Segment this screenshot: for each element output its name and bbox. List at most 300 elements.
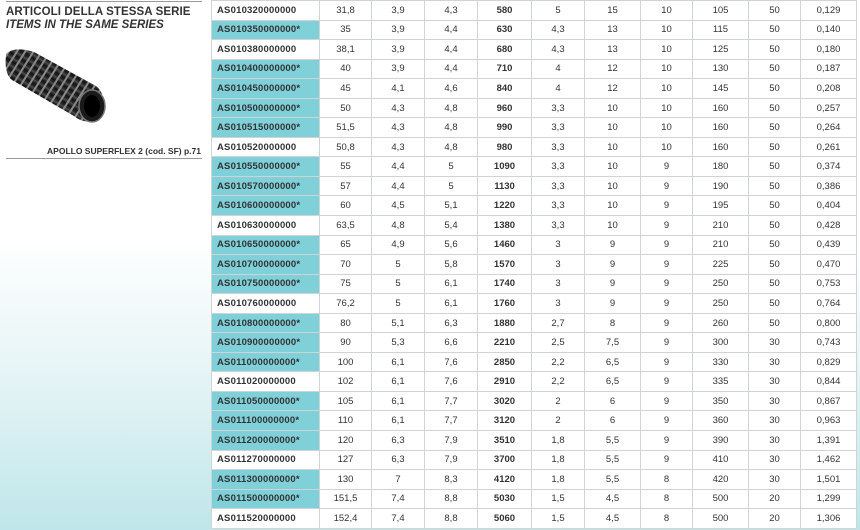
table-cell: 300 [693, 333, 749, 353]
table-cell: 9 [585, 294, 641, 314]
table-cell: 3510 [478, 431, 532, 451]
table-cell: 12 [585, 59, 641, 79]
table-cell: 3,3 [532, 176, 585, 196]
table-cell: 190 [693, 176, 749, 196]
table-cell: 4 [532, 79, 585, 99]
article-code: AS010520000000 [212, 137, 320, 157]
table-cell: 5,1 [372, 313, 425, 333]
article-code: AS010630000000 [212, 216, 320, 236]
article-code: AS010400000000* [212, 59, 320, 79]
table-cell: 1,5 [532, 489, 585, 509]
table-cell: 50 [749, 157, 801, 177]
related-item-caption: APOLLO SUPERFLEX 2 (cod. SF) p.71 [47, 146, 201, 156]
table-cell: 580 [478, 1, 532, 21]
table-cell: 250 [693, 294, 749, 314]
table-cell: 4,4 [372, 157, 425, 177]
table-cell: 10 [585, 196, 641, 216]
table-cell: 6,3 [372, 431, 425, 451]
table-row [212, 470, 857, 490]
table-cell: 7 [372, 470, 425, 490]
table-cell: 6,6 [425, 333, 478, 353]
table-cell: 38,1 [320, 40, 372, 60]
table-cell: 105 [693, 1, 749, 21]
table-cell: 50 [749, 255, 801, 275]
table-cell: 8 [641, 489, 693, 509]
table-cell: 50 [749, 313, 801, 333]
article-code: AS010515000000* [212, 118, 320, 138]
table-cell: 6,1 [425, 294, 478, 314]
table-cell: 10 [641, 1, 693, 21]
table-cell: 4,3 [532, 20, 585, 40]
table-row [212, 255, 857, 275]
table-cell: 35 [320, 20, 372, 40]
table-cell: 3,3 [532, 118, 585, 138]
table-cell: 3,9 [372, 20, 425, 40]
table-cell: 4,4 [372, 176, 425, 196]
table-cell: 0,257 [801, 98, 857, 118]
table-cell: 30 [749, 450, 801, 470]
table-cell: 50 [749, 235, 801, 255]
table-cell: 4,3 [532, 40, 585, 60]
table-cell: 4,3 [425, 1, 478, 21]
table-cell: 1740 [478, 274, 532, 294]
table-cell: 9 [641, 176, 693, 196]
table-cell: 5,3 [372, 333, 425, 353]
table-row [212, 176, 857, 196]
article-code: AS011270000000 [212, 450, 320, 470]
table-cell: 4,3 [372, 98, 425, 118]
article-code: AS010760000000 [212, 294, 320, 314]
table-cell: 4,5 [585, 509, 641, 529]
table-cell: 100 [320, 352, 372, 372]
table-cell: 9 [641, 333, 693, 353]
divider-bottom [6, 158, 202, 159]
table-cell: 3,3 [532, 137, 585, 157]
table-row [212, 352, 857, 372]
table-cell: 51,5 [320, 118, 372, 138]
table-cell: 4,4 [425, 59, 478, 79]
table-cell: 8,8 [425, 489, 478, 509]
table-cell: 710 [478, 59, 532, 79]
table-cell: 6,1 [372, 352, 425, 372]
table-cell: 0,187 [801, 59, 857, 79]
table-cell: 9 [641, 196, 693, 216]
table-cell: 7,5 [585, 333, 641, 353]
table-cell: 4120 [478, 470, 532, 490]
article-code: AS011500000000* [212, 489, 320, 509]
table-cell: 8 [585, 313, 641, 333]
table-cell: 9 [641, 255, 693, 275]
table-cell: 5030 [478, 489, 532, 509]
table-cell: 6,3 [372, 450, 425, 470]
table-cell: 5060 [478, 509, 532, 529]
table-cell: 960 [478, 98, 532, 118]
table-cell: 15 [585, 1, 641, 21]
table-cell: 7,9 [425, 431, 478, 451]
article-code: AS010350000000* [212, 20, 320, 40]
table-cell: 130 [320, 470, 372, 490]
table-cell: 1,299 [801, 489, 857, 509]
table-cell: 50 [749, 137, 801, 157]
table-cell: 60 [320, 196, 372, 216]
table-cell: 9 [641, 391, 693, 411]
table-cell: 1,306 [801, 509, 857, 529]
table-cell: 7,6 [425, 372, 478, 392]
table-cell: 5 [532, 1, 585, 21]
table-cell: 50 [749, 40, 801, 60]
article-code: AS010550000000* [212, 157, 320, 177]
table-cell: 1090 [478, 157, 532, 177]
table-cell: 115 [693, 20, 749, 40]
table-cell: 50 [749, 79, 801, 99]
table-cell: 2 [532, 391, 585, 411]
table-cell: 50 [749, 118, 801, 138]
article-code: AS011520000000 [212, 509, 320, 529]
table-row [212, 40, 857, 60]
table-cell: 330 [693, 352, 749, 372]
table-cell: 30 [749, 391, 801, 411]
table-cell: 4,8 [372, 216, 425, 236]
table-cell: 5,6 [425, 235, 478, 255]
table-cell: 75 [320, 274, 372, 294]
article-code: AS011200000000* [212, 431, 320, 451]
table-cell: 10 [641, 40, 693, 60]
table-cell: 3700 [478, 450, 532, 470]
related-items-heading: ARTICOLI DELLA STESSA SERIE [6, 6, 191, 18]
table-cell: 5,5 [585, 450, 641, 470]
table-cell: 50 [749, 20, 801, 40]
table-cell: 210 [693, 216, 749, 236]
table-cell: 4,4 [425, 40, 478, 60]
table-row [212, 235, 857, 255]
table-row [212, 157, 857, 177]
table-cell: 8,3 [425, 470, 478, 490]
table-cell: 5,5 [585, 470, 641, 490]
table-cell: 0,439 [801, 235, 857, 255]
table-cell: 1,391 [801, 431, 857, 451]
table-cell: 50 [749, 59, 801, 79]
table-cell: 55 [320, 157, 372, 177]
table-row [212, 20, 857, 40]
table-cell: 5,1 [425, 196, 478, 216]
table-cell: 0,129 [801, 1, 857, 21]
table-cell: 4,9 [372, 235, 425, 255]
table-cell: 500 [693, 489, 749, 509]
table-cell: 50 [749, 196, 801, 216]
table-cell: 10 [585, 216, 641, 236]
table-cell: 160 [693, 98, 749, 118]
article-code: AS011000000000* [212, 352, 320, 372]
table-cell: 1,8 [532, 450, 585, 470]
table-row [212, 411, 857, 431]
table-cell: 0,404 [801, 196, 857, 216]
table-cell: 2,2 [532, 372, 585, 392]
table-cell: 50 [749, 98, 801, 118]
table-cell: 10 [585, 98, 641, 118]
table-cell: 3,3 [532, 216, 585, 236]
table-cell: 225 [693, 255, 749, 275]
table-cell: 260 [693, 313, 749, 333]
article-code: AS010380000000 [212, 40, 320, 60]
table-row [212, 313, 857, 333]
table-cell: 3,9 [372, 40, 425, 60]
table-cell: 9 [585, 235, 641, 255]
table-cell: 10 [641, 137, 693, 157]
table-cell: 6,1 [372, 372, 425, 392]
table-cell: 390 [693, 431, 749, 451]
table-cell: 6 [585, 411, 641, 431]
article-code: AS011020000000 [212, 372, 320, 392]
table-cell: 5,8 [425, 255, 478, 275]
table-cell: 30 [749, 431, 801, 451]
table-cell: 180 [693, 157, 749, 177]
table-cell: 10 [641, 59, 693, 79]
table-row [212, 372, 857, 392]
table-cell: 9 [641, 157, 693, 177]
table-cell: 57 [320, 176, 372, 196]
table-cell: 0,180 [801, 40, 857, 60]
table-cell: 5,5 [585, 431, 641, 451]
table-cell: 420 [693, 470, 749, 490]
article-code: AS010600000000* [212, 196, 320, 216]
table-cell: 680 [478, 40, 532, 60]
table-row [212, 294, 857, 314]
table-cell: 5 [372, 274, 425, 294]
table-cell: 151,5 [320, 489, 372, 509]
table-cell: 50 [320, 98, 372, 118]
table-row [212, 196, 857, 216]
table-cell: 250 [693, 274, 749, 294]
table-row [212, 274, 857, 294]
table-cell: 4,5 [372, 196, 425, 216]
table-cell: 7,7 [425, 391, 478, 411]
table-cell: 210 [693, 235, 749, 255]
table-cell: 9 [641, 216, 693, 236]
table-cell: 127 [320, 450, 372, 470]
table-cell: 2 [532, 411, 585, 431]
table-cell: 70 [320, 255, 372, 275]
table-cell: 1380 [478, 216, 532, 236]
table-cell: 3020 [478, 391, 532, 411]
table-cell: 6,1 [372, 411, 425, 431]
black-corrugated-hose-image [4, 44, 108, 124]
table-cell: 13 [585, 40, 641, 60]
table-cell: 1,5 [532, 509, 585, 529]
table-cell: 152,4 [320, 509, 372, 529]
related-items-subheading: ITEMS IN THE SAME SERIES [6, 19, 164, 31]
table-cell: 2910 [478, 372, 532, 392]
article-code: AS010320000000 [212, 1, 320, 21]
table-cell: 9 [641, 313, 693, 333]
table-cell: 2,5 [532, 333, 585, 353]
table-cell: 20 [749, 509, 801, 529]
table-cell: 4,6 [425, 79, 478, 99]
table-cell: 7,4 [372, 509, 425, 529]
article-code: AS011050000000* [212, 391, 320, 411]
table-cell: 9 [641, 274, 693, 294]
table-cell: 6,3 [425, 313, 478, 333]
table-row [212, 98, 857, 118]
table-cell: 3,3 [532, 196, 585, 216]
table-cell: 0,743 [801, 333, 857, 353]
table-cell: 160 [693, 137, 749, 157]
table-row [212, 216, 857, 236]
related-items-panel [0, 0, 205, 530]
table-cell: 7,4 [372, 489, 425, 509]
table-cell: 9 [641, 411, 693, 431]
article-code: AS010700000000* [212, 255, 320, 275]
table-cell: 980 [478, 137, 532, 157]
table-cell: 360 [693, 411, 749, 431]
table-row [212, 118, 857, 138]
table-cell: 0,386 [801, 176, 857, 196]
table-row [212, 489, 857, 509]
table-cell: 0,264 [801, 118, 857, 138]
table-cell: 3120 [478, 411, 532, 431]
table-cell: 9 [585, 255, 641, 275]
article-code: AS010800000000* [212, 313, 320, 333]
table-cell: 1460 [478, 235, 532, 255]
table-cell: 990 [478, 118, 532, 138]
table-cell: 4,1 [372, 79, 425, 99]
table-cell: 410 [693, 450, 749, 470]
table-cell: 7,7 [425, 411, 478, 431]
table-cell: 6 [585, 391, 641, 411]
table-cell: 8 [641, 509, 693, 529]
table-cell: 50 [749, 274, 801, 294]
table-cell: 31,8 [320, 1, 372, 21]
table-cell: 1,8 [532, 470, 585, 490]
table-cell: 10 [585, 137, 641, 157]
table-cell: 1130 [478, 176, 532, 196]
table-cell: 102 [320, 372, 372, 392]
table-cell: 9 [641, 450, 693, 470]
article-code: AS010500000000* [212, 98, 320, 118]
table-row [212, 450, 857, 470]
table-cell: 3 [532, 294, 585, 314]
table-cell: 1880 [478, 313, 532, 333]
table-cell: 9 [585, 274, 641, 294]
table-cell: 0,428 [801, 216, 857, 236]
table-cell: 4,5 [585, 489, 641, 509]
table-cell: 10 [641, 79, 693, 99]
table-cell: 3,9 [372, 1, 425, 21]
table-cell: 2850 [478, 352, 532, 372]
table-cell: 50,8 [320, 137, 372, 157]
table-cell: 8,8 [425, 509, 478, 529]
table-cell: 0,753 [801, 274, 857, 294]
table-cell: 0,208 [801, 79, 857, 99]
table-cell: 76,2 [320, 294, 372, 314]
table-cell: 0,963 [801, 411, 857, 431]
table-cell: 50 [749, 176, 801, 196]
table-cell: 145 [693, 79, 749, 99]
table-cell: 10 [585, 176, 641, 196]
table-cell: 1,501 [801, 470, 857, 490]
table-row [212, 333, 857, 353]
table-cell: 0,140 [801, 20, 857, 40]
table-cell: 10 [585, 157, 641, 177]
table-cell: 120 [320, 431, 372, 451]
table-cell: 13 [585, 20, 641, 40]
divider-top [6, 1, 202, 2]
table-cell: 3 [532, 274, 585, 294]
table-cell: 160 [693, 118, 749, 138]
table-cell: 130 [693, 59, 749, 79]
table-cell: 1760 [478, 294, 532, 314]
table-cell: 10 [641, 118, 693, 138]
article-code: AS010900000000* [212, 333, 320, 353]
table-cell: 3,3 [532, 98, 585, 118]
table-cell: 110 [320, 411, 372, 431]
table-cell: 2,2 [532, 352, 585, 372]
table-cell: 3 [532, 235, 585, 255]
table-cell: 9 [641, 372, 693, 392]
table-cell: 30 [749, 372, 801, 392]
table-cell: 1,462 [801, 450, 857, 470]
table-cell: 12 [585, 79, 641, 99]
article-code: AS010570000000* [212, 176, 320, 196]
table-row [212, 79, 857, 99]
table-cell: 90 [320, 333, 372, 353]
table-cell: 5 [425, 176, 478, 196]
table-cell: 7,9 [425, 450, 478, 470]
table-cell: 9 [641, 352, 693, 372]
table-cell: 9 [641, 235, 693, 255]
table-cell: 630 [478, 20, 532, 40]
table-cell: 30 [749, 333, 801, 353]
table-cell: 8 [641, 470, 693, 490]
table-cell: 5 [372, 294, 425, 314]
table-row [212, 391, 857, 411]
table-cell: 4,3 [372, 137, 425, 157]
table-cell: 335 [693, 372, 749, 392]
table-cell: 0,829 [801, 352, 857, 372]
table-cell: 9 [641, 431, 693, 451]
table-cell: 10 [641, 98, 693, 118]
article-code: AS010450000000* [212, 79, 320, 99]
table-cell: 4,4 [425, 20, 478, 40]
table-cell: 9 [641, 294, 693, 314]
table-cell: 4,3 [372, 118, 425, 138]
table-cell: 0,844 [801, 372, 857, 392]
table-cell: 10 [585, 118, 641, 138]
table-row [212, 137, 857, 157]
table-cell: 0,764 [801, 294, 857, 314]
table-cell: 0,470 [801, 255, 857, 275]
table-cell: 63,5 [320, 216, 372, 236]
article-code: AS011100000000* [212, 411, 320, 431]
table-cell: 4,8 [425, 137, 478, 157]
table-cell: 4,8 [425, 98, 478, 118]
table-cell: 2,7 [532, 313, 585, 333]
article-code: AS010650000000* [212, 235, 320, 255]
table-cell: 0,800 [801, 313, 857, 333]
table-cell: 840 [478, 79, 532, 99]
table-cell: 10 [641, 20, 693, 40]
article-code: AS011300000000* [212, 470, 320, 490]
table-cell: 6,5 [585, 372, 641, 392]
table-cell: 4 [532, 59, 585, 79]
table-cell: 40 [320, 59, 372, 79]
table-cell: 0,867 [801, 391, 857, 411]
table-cell: 1220 [478, 196, 532, 216]
table-cell: 3 [532, 255, 585, 275]
table-cell: 0,374 [801, 157, 857, 177]
table-cell: 30 [749, 411, 801, 431]
table-cell: 50 [749, 1, 801, 21]
table-row [212, 431, 857, 451]
